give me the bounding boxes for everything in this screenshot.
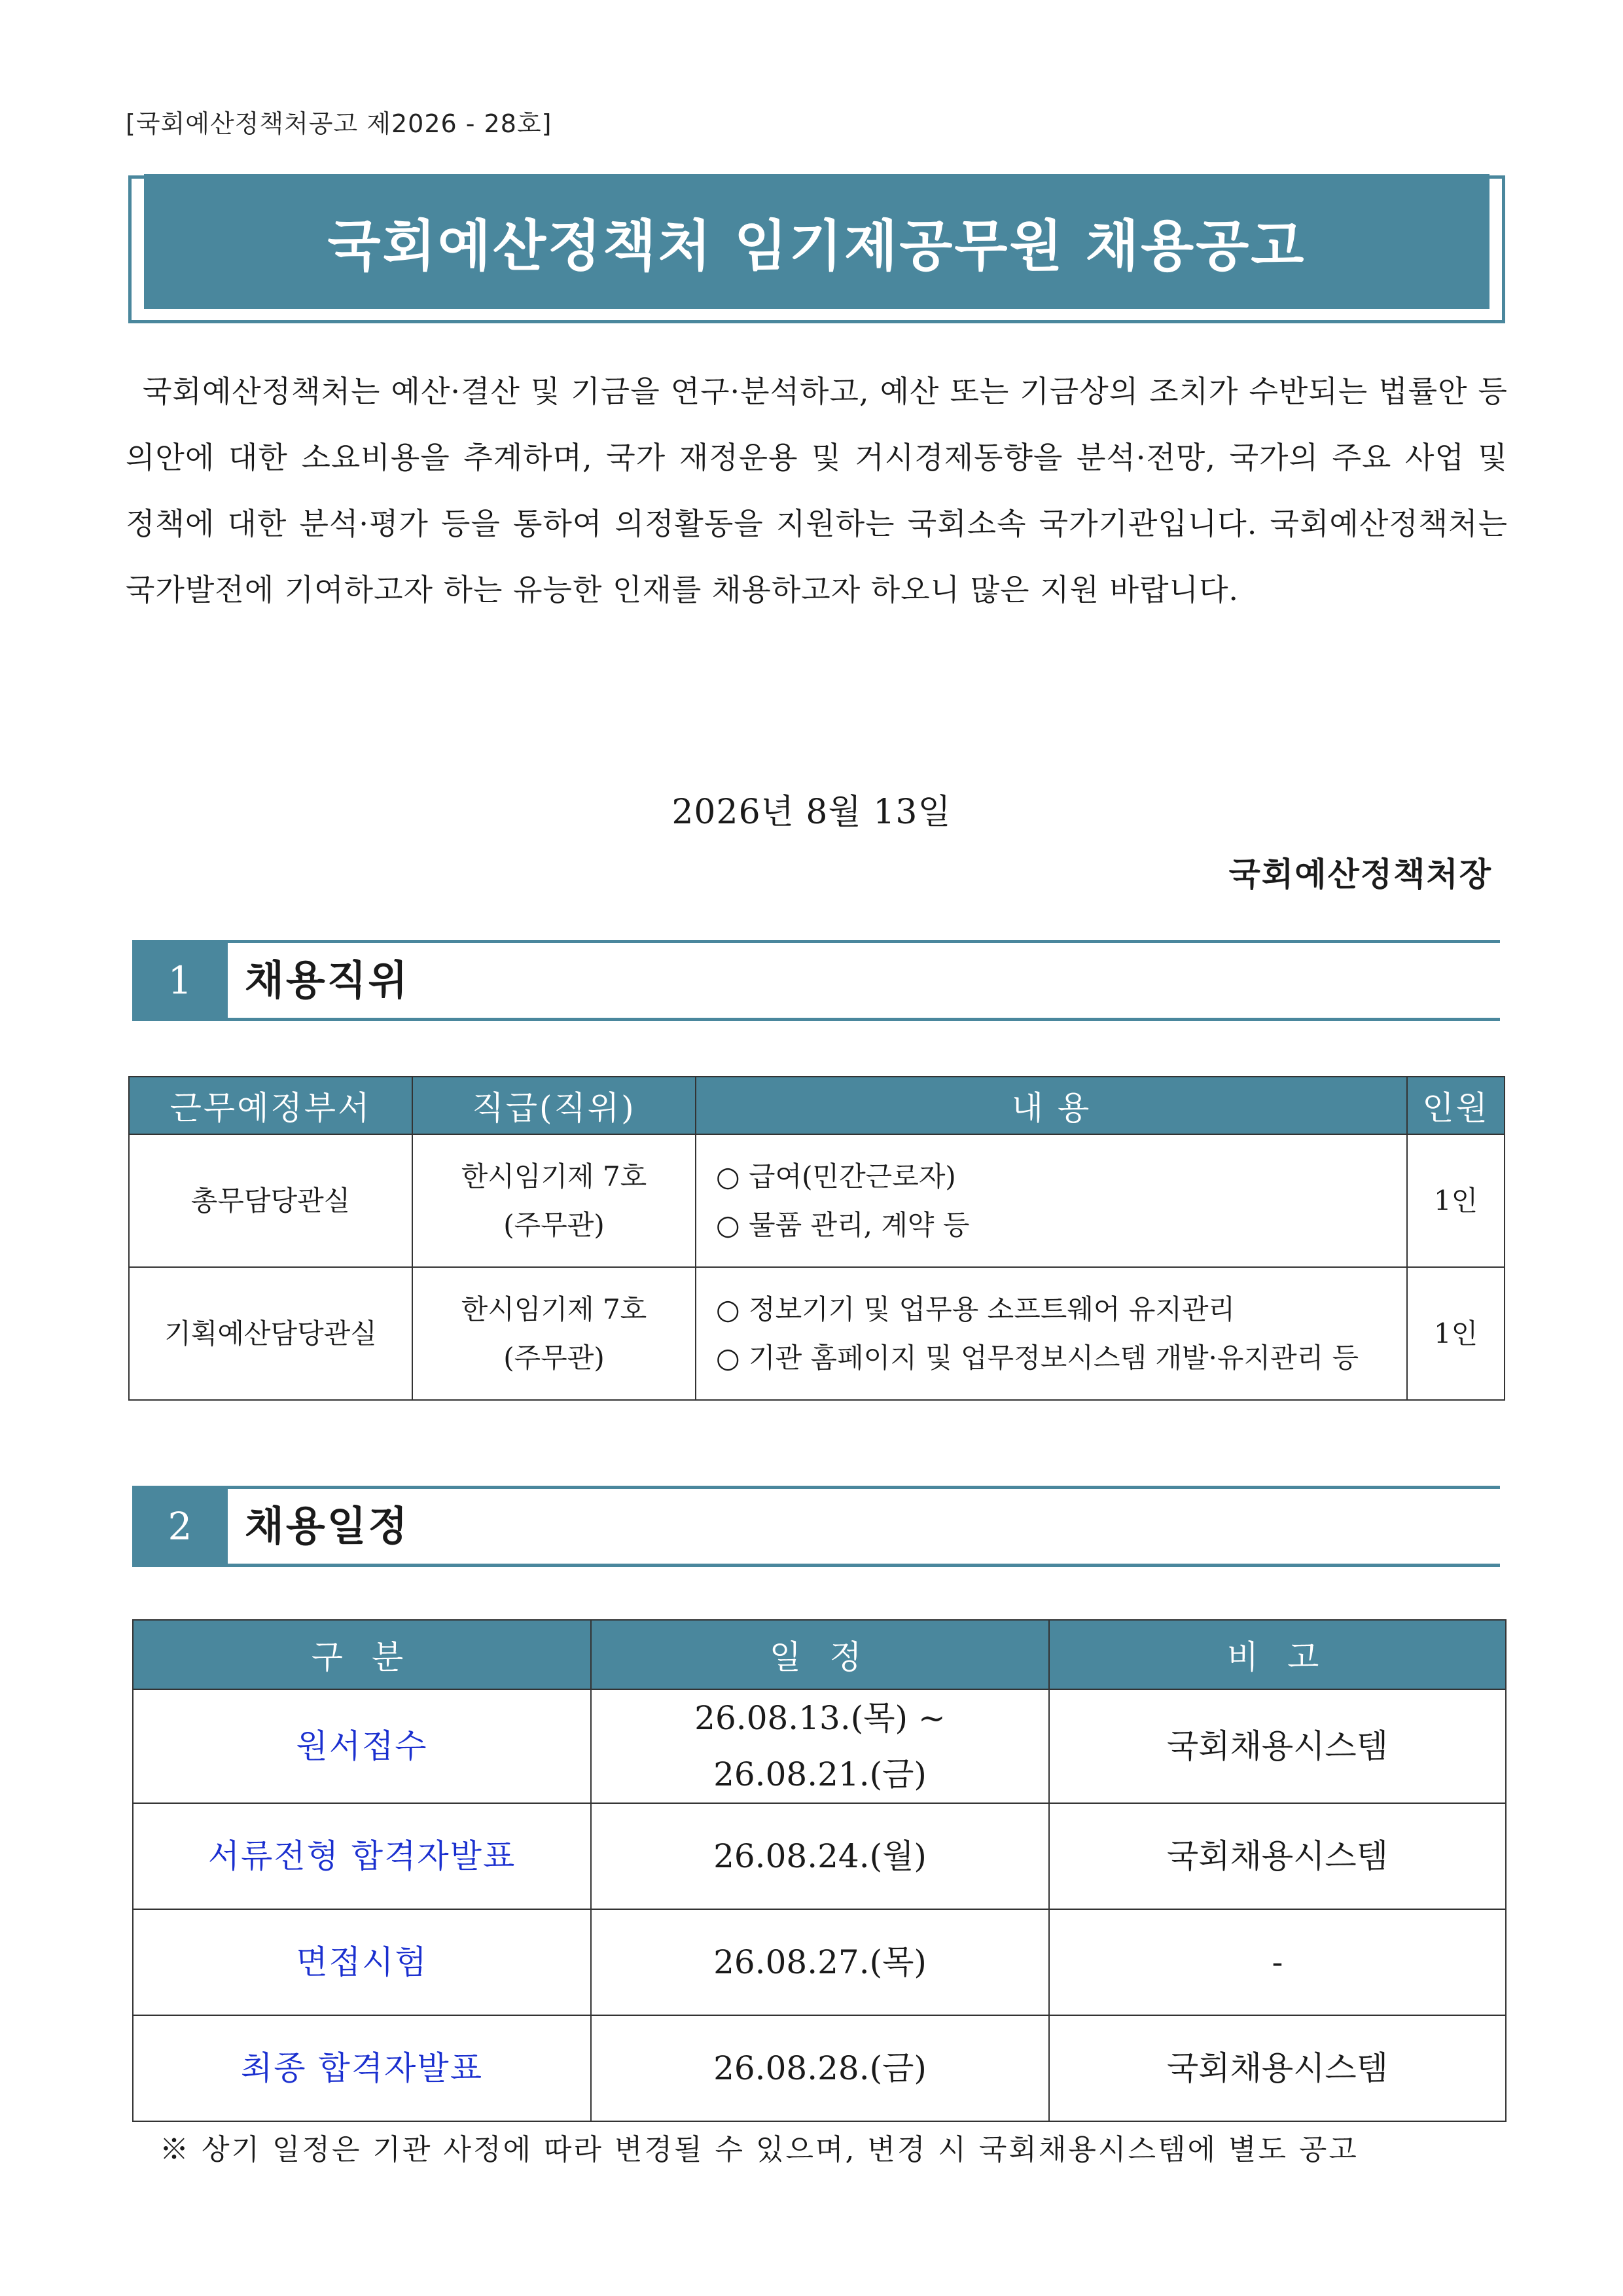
duty-item: ○ 급여(민간근로자) <box>716 1160 956 1193</box>
header-content: 내 용 <box>696 1077 1407 1134</box>
count-cell: 1인 <box>1407 1267 1505 1400</box>
section-number: 2 <box>132 1489 228 1564</box>
grade-line: 한시임기제 7호 <box>461 1160 647 1193</box>
table-header-row <box>133 1620 1506 1689</box>
positions-table <box>128 1076 1505 1401</box>
table-row <box>133 1689 1506 1803</box>
stage-cell: 서류전형 합격자발표 <box>133 1803 591 1909</box>
schedule-end: 26.08.21.(금) <box>713 1755 927 1793</box>
table-header-row <box>129 1077 1505 1134</box>
notice-number: [국회예산정책처공고 제2026 - 28호] <box>126 109 552 138</box>
header-note: 비 고 <box>1049 1620 1506 1689</box>
duty-item: ○ 정보기기 및 업무용 소프트웨어 유지관리 <box>716 1293 1236 1325</box>
header-department: 근무예정부서 <box>129 1077 412 1134</box>
title-banner <box>144 174 1489 309</box>
note-cell: 국회채용시스템 <box>1049 1803 1506 1909</box>
table-row <box>133 1803 1506 1909</box>
schedule-table <box>132 1619 1507 2122</box>
duty-item: ○ 물품 관리, 계약 등 <box>716 1208 970 1241</box>
grade-cell <box>412 1267 696 1400</box>
intro-paragraph: 국회예산정책처는 예산·결산 및 기금을 연구·분석하고, 예산 또는 기금상의 조치가 수반되는 법률안 등 의안에 대한 소요비용을 추계하며, 국가 재정운용 및 거시경제동향을 분석·전망, 국가의 주요 사업 및 정책에 대한 분석·평가 등을 통하여 의정활동을 지원하는 국회소속 국가기관입니다. 국회예산정책처는 국가발전에 기여하고자 하는 유능한 인재를 채용하고자 하오니 많은 지원 바랍니다. <box>126 374 1508 607</box>
section-number: 1 <box>132 943 228 1018</box>
grade-line: 한시임기제 7호 <box>461 1293 647 1325</box>
section-header-positions <box>132 940 1500 1021</box>
schedule-cell <box>591 1689 1049 1803</box>
section-title: 채용직위 <box>245 956 410 1004</box>
table-row <box>133 2015 1506 2121</box>
schedule-cell: 26.08.24.(월) <box>591 1803 1049 1909</box>
note-cell: 국회채용시스템 <box>1049 2015 1506 2121</box>
header-grade: 직급(직위) <box>412 1077 696 1134</box>
header-count: 인원 <box>1407 1077 1505 1134</box>
section-header-schedule <box>132 1486 1500 1567</box>
page-title: 국회예산정책처 임기제공무원 채용공고 <box>327 213 1306 278</box>
stage-cell: 원서접수 <box>133 1689 591 1803</box>
section-divider-bottom <box>132 1018 1500 1021</box>
table-row <box>133 1909 1506 2015</box>
note-cell: - <box>1049 1909 1506 2015</box>
table-row <box>129 1134 1505 1267</box>
section-divider-bottom <box>132 1564 1500 1567</box>
signer: 국회예산정책처장 <box>1228 855 1492 893</box>
section-title: 채용일정 <box>245 1502 410 1550</box>
duty-cell <box>696 1267 1407 1400</box>
announcement-date: 2026년 8월 13일 <box>671 793 952 832</box>
header-schedule: 일 정 <box>591 1620 1049 1689</box>
department-cell: 총무담당관실 <box>129 1134 412 1267</box>
schedule-cell: 26.08.28.(금) <box>591 2015 1049 2121</box>
table-row <box>129 1267 1505 1400</box>
department-cell: 기획예산담당관실 <box>129 1267 412 1400</box>
duty-item: ○ 기관 홈페이지 및 업무정보시스템 개발·유지관리 등 <box>716 1341 1359 1374</box>
schedule-start: 26.08.13.(목) ~ <box>694 1699 946 1737</box>
header-stage: 구 분 <box>133 1620 591 1689</box>
stage-cell: 최종 합격자발표 <box>133 2015 591 2121</box>
grade-position: (주무관) <box>503 1208 605 1241</box>
grade-cell <box>412 1134 696 1267</box>
schedule-footnote: ※ 상기 일정은 기관 사정에 따라 변경될 수 있으며, 변경 시 국회채용시스템에 별도 공고 <box>160 2133 1359 2166</box>
schedule-cell: 26.08.27.(목) <box>591 1909 1049 2015</box>
grade-position: (주무관) <box>503 1341 605 1374</box>
count-cell: 1인 <box>1407 1134 1505 1267</box>
note-cell: 국회채용시스템 <box>1049 1689 1506 1803</box>
stage-cell: 면접시험 <box>133 1909 591 2015</box>
duty-cell <box>696 1134 1407 1267</box>
